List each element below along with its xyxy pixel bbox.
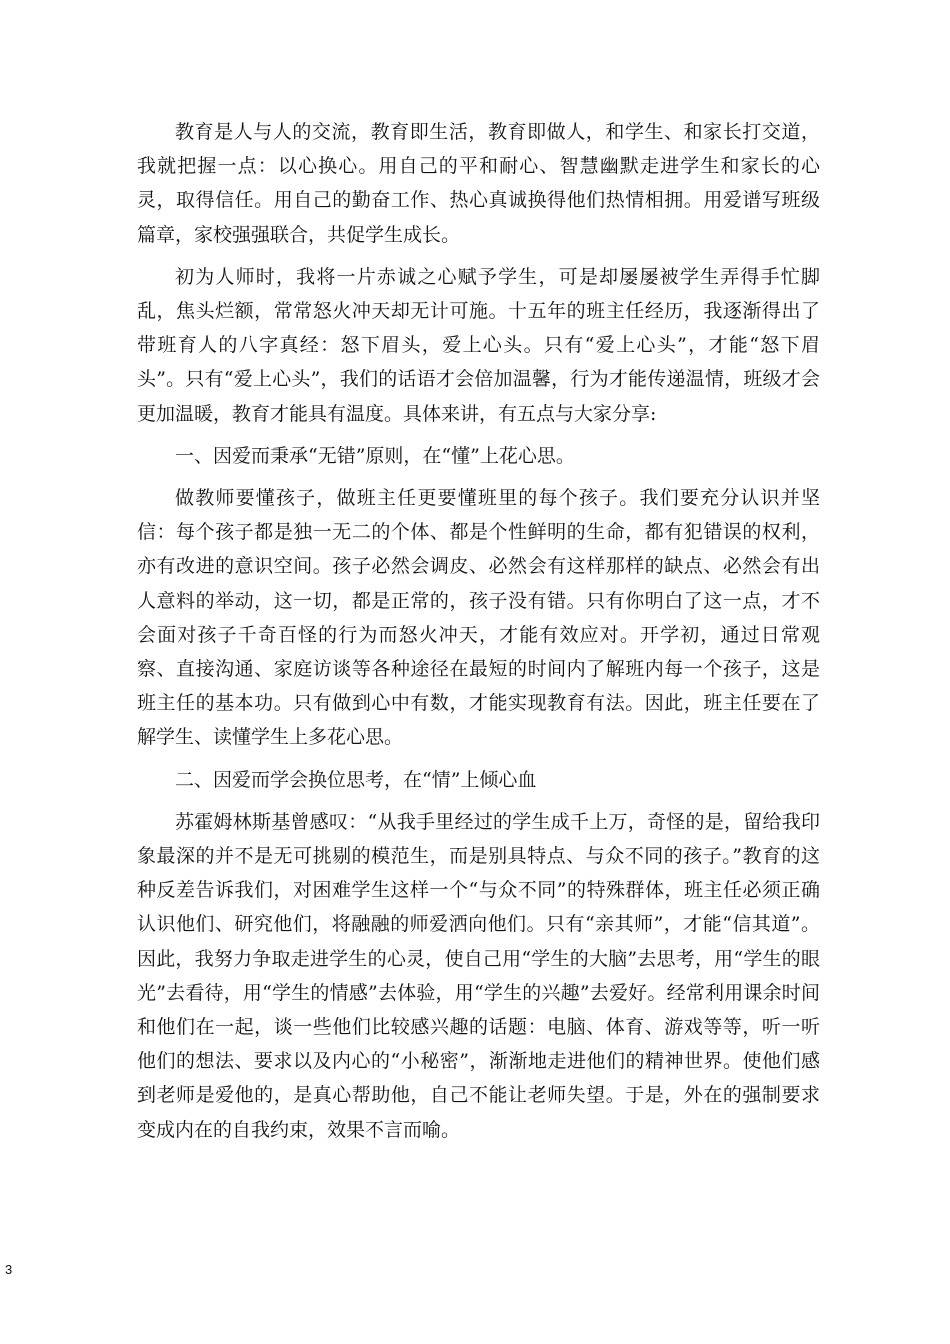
paragraph-understanding: 做教师要懂孩子，做班主任更要懂班里的每个孩子。我们要充分认识并坚信：每个孩子都是独一无二的个体、都是个性鲜明的生命，都有犯错误的权利，亦有改进的意识空间。孩子必然会调皮、必然会有这样那样的缺点、必然会有出人意料的举动，这一切，都是正常的，孩子没有错。只有你明白了这一点，才不会面对孩子千奇百怪的行为而怒火冲天，才能有效应对。开学初，通过日常观察、直接沟通、家庭访谈等各种途径在最短的时间内了解班内每一个孩子，这是班主任的基本功。只有做到心中有数，才能实现教育有法。因此，班主任要在了解学生、读懂学生上多花心思。: [137, 487, 820, 749]
paragraph-early-career: 初为人师时，我将一片赤诚之心赋予学生，可是却屡屡被学生弄得手忙脚乱，焦头烂额，常常怒火冲天却无计可施。十五年的班主任经历，我逐渐得出了带班育人的八字真经：怒下眉头，爱上心头。只有“爱上心头”，才能“怒下眉头”。只有“爱上心头”，我们的话语才会倍加温馨，行为才能传递温情，班级才会更加温暖，教育才能具有温度。具体来讲，有五点与大家分享:: [137, 265, 820, 425]
section-heading-1: 一、因爱而秉承“无错”原则，在“懂”上花心思。: [175, 444, 575, 467]
paragraph-empathy: 苏霍姆林斯基曾感叹：“从我手里经过的学生成千上万，奇怪的是，留给我印象最深的并不是无可挑剔的模范生，而是别具特点、与众不同的孩子。”教育的这种反差告诉我们，对困难学生这样一个“与众不同”的特殊群体，班主任必须正确认识他们、研究他们，将融融的师爱洒向他们。只有“亲其师”，才能“信其道”。因此，我努力争取走进学生的心灵，使自己用“学生的大脑”去思考，用“学生的眼光”去看待，用“学生的情感”去体验，用“学生的兴趣”去爱好。经常利用课余时间和他们在一起，谈一些他们比较感兴趣的话题：电脑、体育、游戏等等，听一听他们的想法、要求以及内心的“小秘密”，渐渐地走进他们的精神世界。使他们感到老师是爱他的，是真心帮助他，自己不能让老师失望。于是，外在的强制要求变成内在的自我约束，效果不言而喻。: [137, 810, 820, 1141]
document-body: [137, 115, 820, 1147]
paragraph-intro: 教育是人与人的交流，教育即生活，教育即做人，和学生、和家长打交道，我就把握一点：以心换心。用自己的平和耐心、智慧幽默走进学生和家长的心灵，取得信任。用自己的勤奋工作、热心真诚换得他们热情相拥。用爱谱写班级篇章，家校强强联合，共促学生成长。: [137, 121, 820, 246]
page-number: 3: [5, 1262, 13, 1277]
section-heading-2: 二、因爱而学会换位思考，在“情”上倾心血: [175, 768, 537, 791]
